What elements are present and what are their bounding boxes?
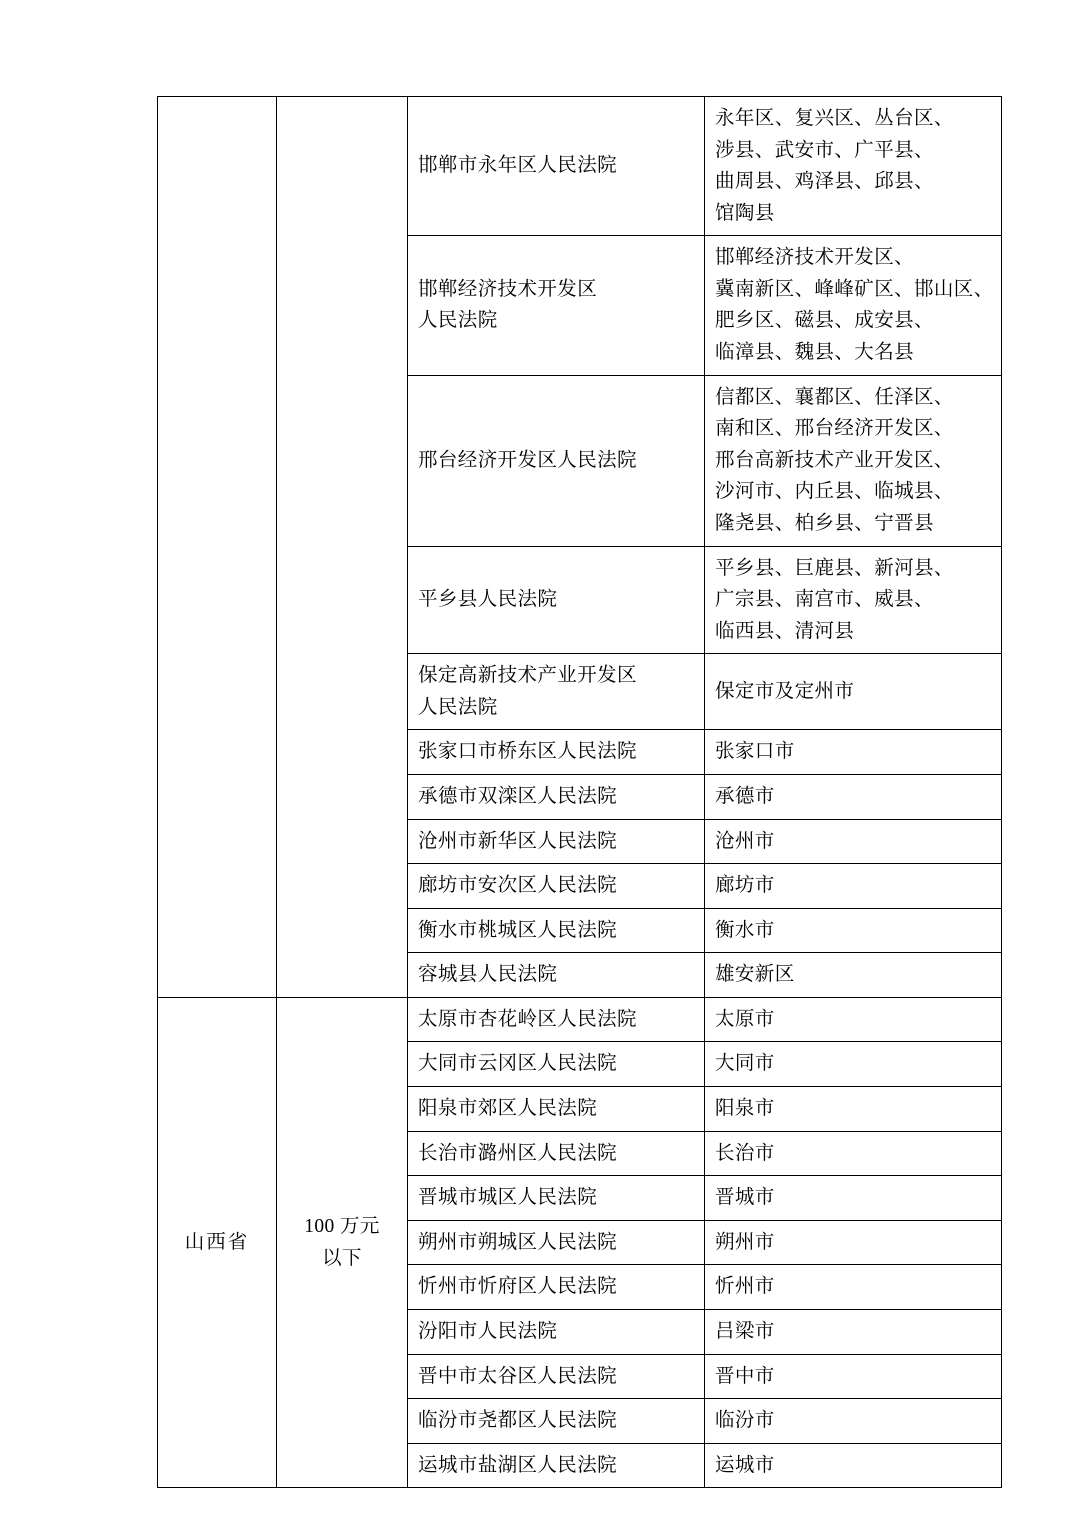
court-name-cell: 忻州市忻府区人民法院 (408, 1265, 705, 1310)
amount-cell-continued (277, 97, 408, 998)
jurisdiction-cell: 衡水市 (705, 908, 1002, 953)
court-name-cell: 晋城市城区人民法院 (408, 1176, 705, 1221)
jurisdiction-cell (705, 546, 1002, 654)
court-name-cell: 运城市盐湖区人民法院 (408, 1443, 705, 1488)
court-name-cell: 临汾市尧都区人民法院 (408, 1399, 705, 1444)
jurisdiction-line: 信都区、襄都区、任泽区、 (715, 386, 954, 408)
jurisdiction-cell: 吕梁市 (705, 1309, 1002, 1354)
court-name-cell: 太原市杏花岭区人民法院 (408, 997, 705, 1042)
court-name-cell: 张家口市桥东区人民法院 (408, 730, 705, 775)
court-name: 平乡县人民法院 (418, 589, 558, 611)
court-name-cell: 廊坊市安次区人民法院 (408, 864, 705, 909)
province-label: 山西省 (184, 1231, 250, 1253)
province-cell-shanxi (158, 997, 277, 1487)
jurisdiction-cell: 承德市 (705, 774, 1002, 819)
jurisdiction-line: 邢台高新技术产业开发区、 (715, 449, 954, 471)
court-name: 邯郸市永年区人民法院 (418, 155, 618, 177)
jurisdiction-cell: 大同市 (705, 1042, 1002, 1087)
jurisdiction-cell: 张家口市 (705, 730, 1002, 775)
jurisdiction-line: 肥乡区、磁县、成安县、 (715, 310, 934, 332)
jurisdiction-line: 曲周县、鸡泽县、邱县、 (715, 171, 934, 193)
court-name-cell: 朔州市朔城区人民法院 (408, 1220, 705, 1265)
court-name-cell (408, 546, 705, 654)
table-row (158, 97, 1002, 236)
jurisdiction-cell: 运城市 (705, 1443, 1002, 1488)
court-name-cell (408, 375, 705, 546)
court-name-cell: 容城县人民法院 (408, 953, 705, 998)
jurisdiction-line: 沙河市、内丘县、临城县、 (715, 481, 954, 503)
court-name-cell: 承德市双滦区人民法院 (408, 774, 705, 819)
court-name-cell: 衡水市桃城区人民法院 (408, 908, 705, 953)
court-name-cell: 汾阳市人民法院 (408, 1309, 705, 1354)
jurisdiction-cell: 朔州市 (705, 1220, 1002, 1265)
jurisdiction-line: 馆陶县 (715, 202, 775, 224)
court-name-cell: 晋中市太谷区人民法院 (408, 1354, 705, 1399)
court-jurisdiction-table (157, 96, 1002, 1488)
court-name-line: 人民法院 (418, 310, 498, 332)
jurisdiction-cell: 廊坊市 (705, 864, 1002, 909)
jurisdiction-line: 临漳县、魏县、大名县 (715, 342, 915, 364)
table-row (158, 997, 1002, 1042)
jurisdiction-cell: 太原市 (705, 997, 1002, 1042)
jurisdiction-line: 南和区、邢台经济开发区、 (715, 418, 954, 440)
court-name-line: 邯郸经济技术开发区 (418, 278, 598, 300)
amount-limit-line1: 100 万元 (304, 1216, 380, 1238)
jurisdiction-line: 永年区、复兴区、丛台区、 (715, 108, 954, 129)
court-name-cell: 大同市云冈区人民法院 (408, 1042, 705, 1087)
jurisdiction-cell: 忻州市 (705, 1265, 1002, 1310)
jurisdiction-line: 邯郸经济技术开发区、 (715, 247, 915, 269)
jurisdiction-cell: 沧州市 (705, 819, 1002, 864)
jurisdiction-line: 冀南新区、峰峰矿区、邯山区、 (715, 278, 994, 300)
court-name-cell (408, 97, 705, 236)
jurisdiction-line: 涉县、武安市、广平县、 (715, 139, 934, 161)
jurisdiction-cell (705, 236, 1002, 375)
court-name-cell (408, 654, 705, 730)
court-name: 邢台经济开发区人民法院 (418, 449, 637, 471)
amount-limit-cell (277, 997, 408, 1487)
jurisdiction-line: 临西县、清河县 (715, 620, 855, 642)
jurisdiction-line: 广宗县、南宫市、威县、 (715, 589, 934, 611)
jurisdiction-cell (705, 375, 1002, 546)
court-name-cell (408, 236, 705, 375)
jurisdiction-cell: 晋中市 (705, 1354, 1002, 1399)
jurisdiction-cell (705, 654, 1002, 730)
amount-limit-line2: 以下 (322, 1247, 362, 1269)
court-name-line: 人民法院 (418, 696, 498, 718)
jurisdiction-line: 保定市及定州市 (715, 681, 855, 703)
table-body (158, 97, 1002, 1488)
jurisdiction-cell (705, 97, 1002, 236)
court-name-cell: 阳泉市郊区人民法院 (408, 1087, 705, 1132)
jurisdiction-line: 平乡县、巨鹿县、新河县、 (715, 557, 954, 579)
court-name-cell: 沧州市新华区人民法院 (408, 819, 705, 864)
jurisdiction-line: 隆尧县、柏乡县、宁晋县 (715, 512, 934, 534)
court-name-line: 保定高新技术产业开发区 (418, 665, 637, 687)
jurisdiction-cell: 雄安新区 (705, 953, 1002, 998)
jurisdiction-cell: 长治市 (705, 1131, 1002, 1176)
court-jurisdiction-table-wrapper (157, 96, 994, 1488)
court-name-cell: 长治市潞州区人民法院 (408, 1131, 705, 1176)
province-cell-continued (158, 97, 277, 998)
jurisdiction-cell: 晋城市 (705, 1176, 1002, 1221)
jurisdiction-cell: 阳泉市 (705, 1087, 1002, 1132)
jurisdiction-cell: 临汾市 (705, 1399, 1002, 1444)
